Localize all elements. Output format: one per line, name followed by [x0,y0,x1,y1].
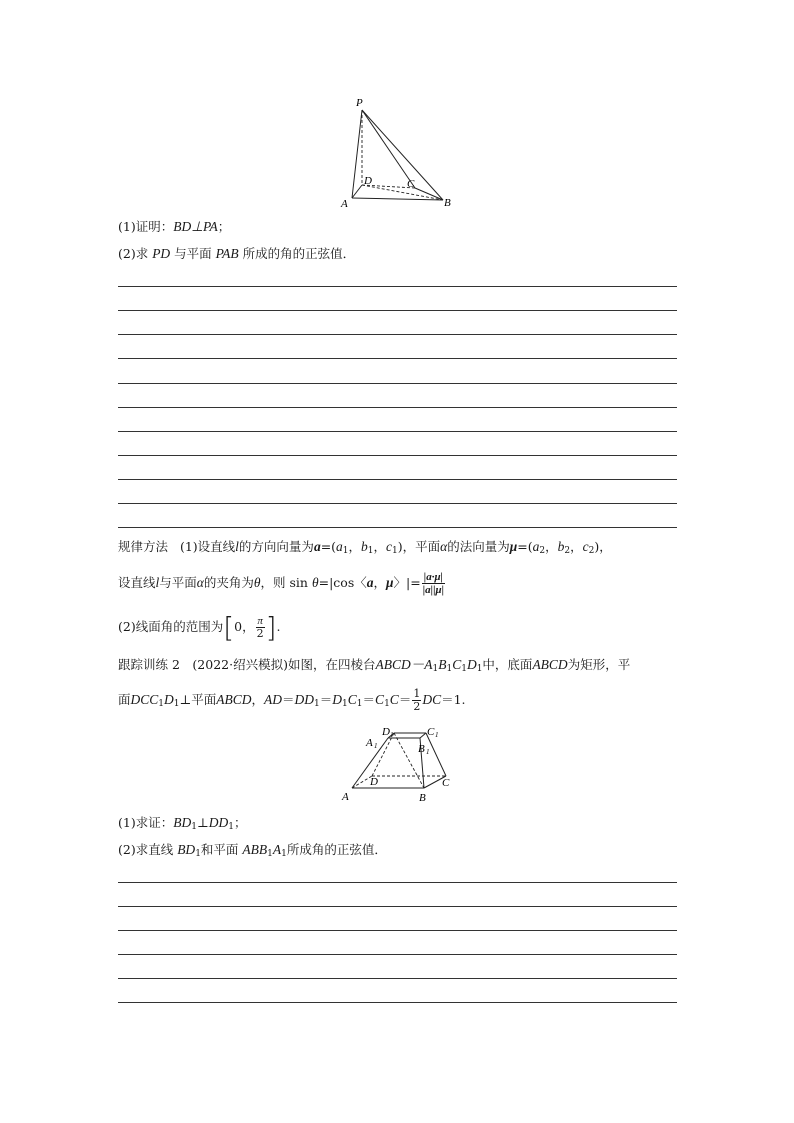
edge-cb [415,188,443,200]
svg-text:1: 1 [374,742,378,750]
edge-pb [362,110,443,200]
method-heading: 规律方法 [118,539,169,554]
question1-part1: (1)证明：BD⊥PA； [118,219,231,234]
label-d: D [370,776,378,788]
label-a: A [341,198,348,210]
question1-part2: (2)求 PD 与平面 PAB 所成的角的正弦值． [118,246,356,261]
edge-b1c1 [420,733,426,738]
label-d1: D [382,726,390,738]
training-line-1: 跟踪训练 2 (2022·绍兴模拟)如图，在四棱台$ABCD-A_1B_1C_1D_1$中，底面ABCD为矩形，平 [118,657,631,674]
pyramid-figure [335,94,465,212]
question2-part2: (2)求直线 $BD_1$和平面 $ABB_1A_1$所成角的正弦值． [118,842,387,859]
label-b1: B [418,743,425,755]
method-line-1: 规律方法 (1)设直线l的方向向量为$a=(a_1$，$b_1$，$c_1$)，平面α的法向量为$\mu=(a_2$，$b_2$，$c_2$)， [118,539,612,556]
right-bracket: ] [265,610,277,644]
svg-text:1: 1 [390,731,394,739]
label-c: C [442,777,450,789]
sine-fraction: $\frac{|a\cdot\mu|}{|a||\mu|}$ [422,571,445,596]
frustum-figure [340,724,460,806]
label-b: B [444,197,451,209]
left-bracket: [ [223,610,235,644]
svg-text:1: 1 [435,731,439,739]
edge-bd1-hidden [394,733,424,788]
question2-part1: (1)求证：$BD_1\perp DD_1$； [118,815,247,832]
edge-dd1-hidden [372,733,394,776]
half-fraction: $\frac{1}{2}$ [413,687,421,713]
label-c1: C [427,726,435,738]
edge-ab [352,198,443,200]
label-p: P [356,97,363,109]
method-line-3: (2)线面角的范围为[0， $\frac{\pi}{2}$ ]. [118,610,281,644]
training-line-2: 面$DCC_1D_1\perp$平面ABCD，$AD=DD_1=D_1C_1=C_1C=$ $\frac{1}{2}$ DC＝1. [118,687,466,713]
label-a: A [342,791,349,803]
pi-over-two-fraction: $\frac{\pi}{2}$ [256,615,264,640]
method-line-2: 设直线l与平面α的夹角为θ，则 sin θ=|cos〈a，μ〉|= $\frac{|a\cdot\mu|}{|a||\mu|}$ [118,571,445,596]
label-c: C [407,178,415,190]
edge-pa [352,110,362,198]
label-a1: A [366,737,373,749]
label-d: D [364,175,372,187]
svg-text:1: 1 [426,748,430,756]
edge-ad-hidden [352,776,372,788]
label-b: B [419,792,426,804]
